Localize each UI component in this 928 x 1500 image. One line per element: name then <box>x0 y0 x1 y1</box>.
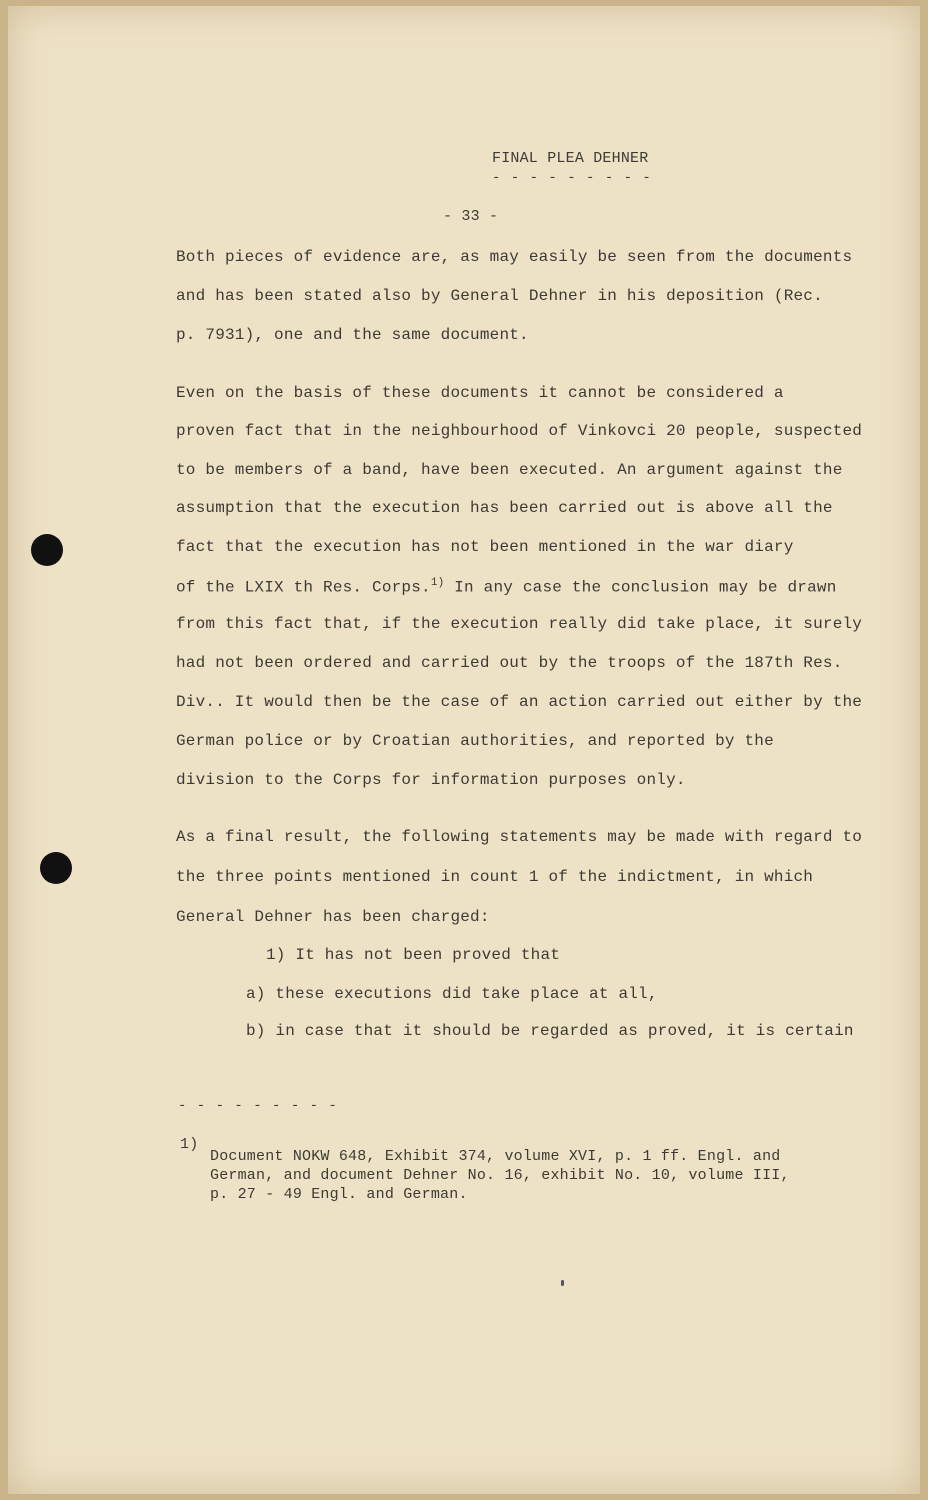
footnote-line: German, and document Dehner No. 16, exhibit No. 10, volume III, <box>210 1167 790 1184</box>
text-line: fact that the execution has not been mentioned in the war diary <box>176 538 794 556</box>
list-item: a) these executions did take place at all, <box>246 985 658 1003</box>
list-intro: 1) It has not been proved that <box>266 946 561 964</box>
punch-hole <box>40 852 72 884</box>
text-line: from this fact that, if the execution really did take place, it surely <box>176 615 863 633</box>
text-fragment: of the LXIX th Res. Corps. <box>176 578 431 597</box>
text-line: proven fact that in the neighbourhood of Vinkovci 20 people, suspected <box>176 422 863 440</box>
text-line: and has been stated also by General Dehner in his deposition (Rec. <box>176 287 823 305</box>
text-line-with-footnote <box>176 577 837 596</box>
footnote-marker: 1) <box>180 1136 199 1153</box>
text-line: Both pieces of evidence are, as may easily be seen from the documents <box>176 248 853 266</box>
page-number: - 33 - <box>443 208 499 225</box>
text-line: Even on the basis of these documents it cannot be considered a <box>176 384 784 402</box>
text-line: General Dehner has been charged: <box>176 908 490 926</box>
punch-hole <box>31 534 63 566</box>
paper-speck <box>561 1280 564 1286</box>
text-line: to be members of a band, have been executed. An argument against the <box>176 461 843 479</box>
text-line: the three points mentioned in count 1 of the indictment, in which <box>176 868 814 886</box>
footnote-reference: 1) <box>430 577 445 589</box>
text-line: had not been ordered and carried out by the troops of the 187th Res. <box>176 654 843 672</box>
text-line: German police or by Croatian authorities, and reported by the <box>176 732 774 750</box>
footnote-line: Document NOKW 648, Exhibit 374, volume XVI, p. 1 ff. Engl. and <box>210 1148 781 1165</box>
text-line: Div.. It would then be the case of an action carried out either by the <box>176 693 863 711</box>
footnote-separator: - - - - - - - - - <box>178 1098 338 1114</box>
text-line: p. 7931), one and the same document. <box>176 326 529 344</box>
document-page <box>8 6 920 1494</box>
text-line: division to the Corps for information purposes only. <box>176 771 686 789</box>
title-underline: - - - - - - - - - <box>492 170 652 186</box>
text-line: As a final result, the following statements may be made with regard to <box>176 828 863 846</box>
page-title: FINAL PLEA DEHNER <box>492 150 649 167</box>
text-line: assumption that the execution has been carried out is above all the <box>176 499 833 517</box>
text-fragment: In any case the conclusion may be drawn <box>444 578 837 597</box>
list-item: b) in case that it should be regarded as proved, it is certain <box>246 1022 854 1040</box>
footnote-line: p. 27 - 49 Engl. and German. <box>210 1186 468 1203</box>
